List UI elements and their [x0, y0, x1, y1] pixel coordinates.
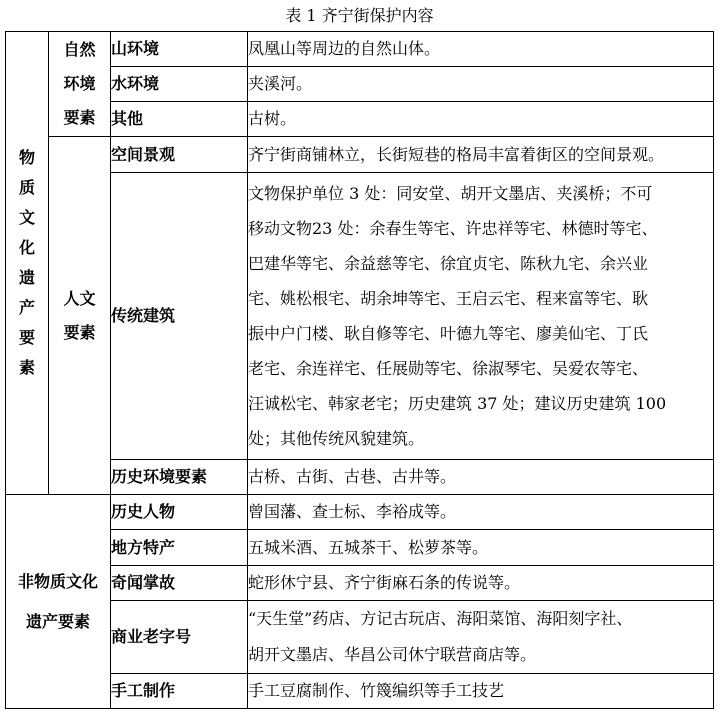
item-content: 夹溪河。	[248, 67, 714, 102]
table-row	[6, 495, 714, 530]
item-content: 五城米酒、五城茶干、松萝茶等。	[248, 530, 714, 566]
intangible-heritage-label: 非物质文化 遗产要素	[6, 495, 111, 709]
item-label: 奇闻掌故	[111, 566, 248, 601]
item-label: 手工制作	[111, 674, 248, 709]
material-heritage-label: 物 质 文 化 遗 产 要 素	[6, 32, 49, 495]
protection-content-table	[5, 31, 714, 709]
table-row	[6, 601, 714, 674]
humanistic-label: 人文 要素	[49, 137, 111, 495]
item-content: 凤凰山等周边的自然山体。	[248, 32, 714, 67]
item-label: 其他	[111, 102, 248, 137]
item-content: 曾国藩、查士标、李裕成等。	[248, 495, 714, 530]
item-label: 传统建筑	[111, 173, 248, 460]
table-caption: 表 1 齐宁街保护内容	[285, 6, 434, 25]
natural-environment-label: 自然 环境 要素	[49, 32, 111, 137]
item-content: 手工豆腐制作、竹篾编织等手工技艺	[248, 674, 714, 709]
item-label: 商业老字号	[111, 601, 248, 674]
item-label: 山环境	[111, 32, 248, 67]
table-row	[6, 137, 714, 173]
table-row	[6, 102, 714, 137]
table-row	[6, 530, 714, 566]
table-row	[6, 566, 714, 601]
item-label: 历史环境要素	[111, 460, 248, 495]
table-row	[6, 674, 714, 709]
item-content: 古树。	[248, 102, 714, 137]
item-label: 空间景观	[111, 137, 248, 173]
item-label: 水环境	[111, 67, 248, 102]
item-content: 文物保护单位 3 处：同安堂、胡开文墨店、夹溪桥；不可 移动文物23 处：余春生等宅、许忠祥等宅、林德时等宅、 巴建华等宅、余益慈等宅、徐宜贞宅、陈秋九宅、余兴业 宅、姚松根宅、胡余坤等宅、王启云宅、程来富等宅、耿 振中户门楼、耿自修等宅、叶德九等宅、廖美仙宅、丁氏 老宅、余连祥宅、任展勋等宅、徐淑琴宅、吴爱农等宅、 汪诚松宅、韩家老宅；历史建筑 37 处；建议历史建筑 100 处；其他传统风貌建筑。	[248, 173, 714, 460]
item-label: 历史人物	[111, 495, 248, 530]
table-row	[6, 460, 714, 495]
item-label: 地方特产	[111, 530, 248, 566]
table-row	[6, 67, 714, 102]
item-content: 古桥、古街、古巷、古井等。	[248, 460, 714, 495]
item-content: 蛇形休宁县、齐宁街麻石条的传说等。	[248, 566, 714, 601]
item-content: 齐宁街商铺林立，长街短巷的格局丰富着街区的空间景观。	[248, 137, 714, 173]
table-row	[6, 173, 714, 460]
table-row	[6, 32, 714, 67]
item-content: “天生堂”药店、方记古玩店、海阳菜馆、海阳刻字社、 胡开文墨店、华昌公司休宁联营商店等。	[248, 601, 714, 674]
